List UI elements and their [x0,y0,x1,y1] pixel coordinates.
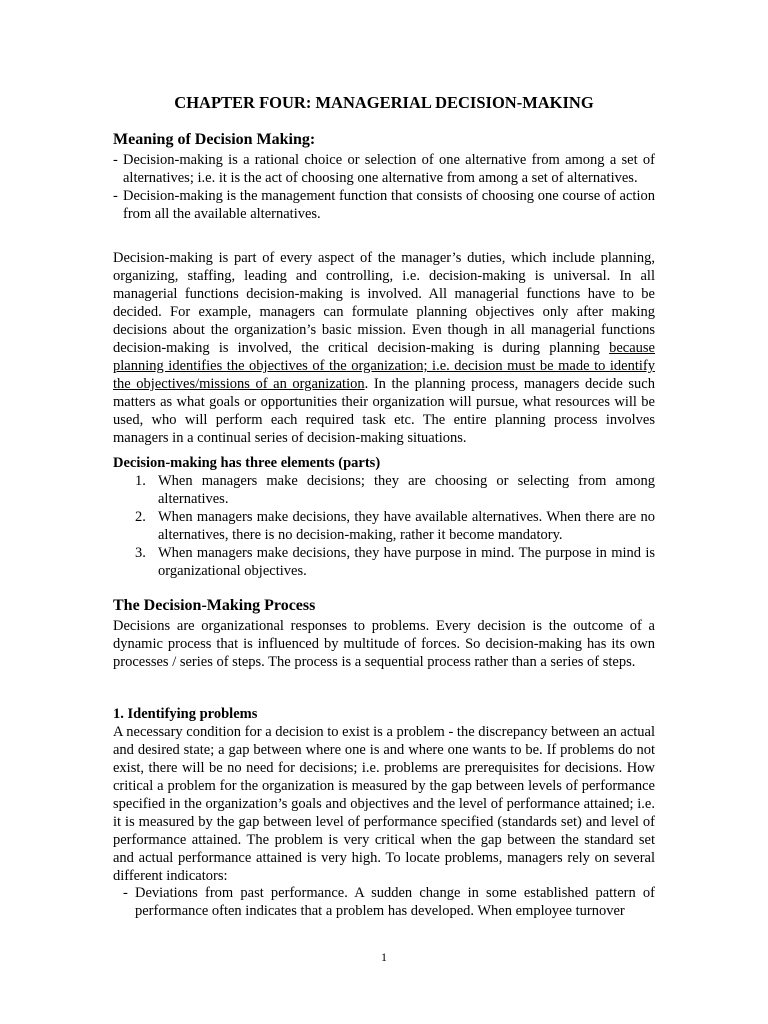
identifying-heading: 1. Identifying problems [113,706,258,722]
list-item [113,508,655,544]
list-item [113,472,655,508]
decision-making-paragraph [113,249,655,447]
item-text: When managers make decisions, they have purpose in mind. The purpose in mind is organizational objectives. [158,545,655,579]
elements-heading: Decision-making has three elements (parts) [113,455,381,471]
list-item: - Decision-making is a rational choice or selection of one alternative from among a set of alternatives; i.e. it is the act of choosing one alternative from among a set of alternatives. [113,151,655,187]
item-number: 3. [135,545,146,561]
page-number: 1 [381,950,387,964]
meaning-list [113,151,655,223]
item-number: 1. [135,473,146,489]
page-title: CHAPTER FOUR: MANAGERIAL DECISION-MAKING [174,93,594,112]
item-text: When managers make decisions; they are choosing or selecting from among alternatives. [158,473,655,507]
list-item: - Deviations from past performance. A sudden change in some established pattern of performance often indicates that a problem has developed. When employee turnover [123,884,655,920]
meaning-heading: Meaning of Decision Making: [113,131,316,148]
list-item [113,544,655,580]
underlined-text: because planning identifies the objectives of the organization; i.e. decision must be made to identify the objectives/missions of an organization [113,340,655,392]
list-item: - Decision-making is the management function that consists of choosing one course of action from all the available alternatives. [113,187,655,223]
process-paragraph: Decisions are organizational responses to problems. Every decision is the outcome of a dynamic process that is influenced by multitude of forces. So decision-making has its own processes / series of steps. The process is a sequential process rather than a series of steps. [113,618,655,670]
elements-list [113,472,655,580]
process-heading: The Decision-Making Process [113,597,316,614]
item-text: When managers make decisions, they have available alternatives. When there are no alternatives, there is no decision-making, rather it become mandatory. [158,509,655,543]
paragraph-text: Decision-making is part of every aspect of the manager’s duties, which include planning, organizing, staffing, leading and controlling, i.e. decision-making is universal. In all managerial functions decision-making is involved. All managerial functions have to be decided. For example, managers can formulate planning objectives only after making decisions about the organization’s basic mission. Even though in all managerial functions decision-making is involved, the critical decision-making is during planning [113,250,655,356]
identifying-paragraph: A necessary condition for a decision to exist is a problem - the discrepancy between an actual and desired state; a gap between where one is and where one wants to be. If problems do not exist, there will be no need for decisions; i.e. problems are prerequisites for decisions. How critical a problem for the organization is measured by the gap between levels of performance specified in the organization’s goals and objectives and the level of performance attained; i.e. it is measured by the gap between level of performance specified (standards set) and level of performance attained. The problem is very critical when the gap between the standard set and actual performance attained is very high. To locate problems, managers rely on several different indicators: [113,724,655,884]
paragraph-text: . In the planning process, managers decide such matters as what goals or opportunities their organization will pursue, what resources will be used, who will perform each required task etc. The entire planning process involves managers in a continual series of decision-making situations. [113,376,655,446]
indicators-list [123,884,655,920]
item-number: 2. [135,509,146,525]
